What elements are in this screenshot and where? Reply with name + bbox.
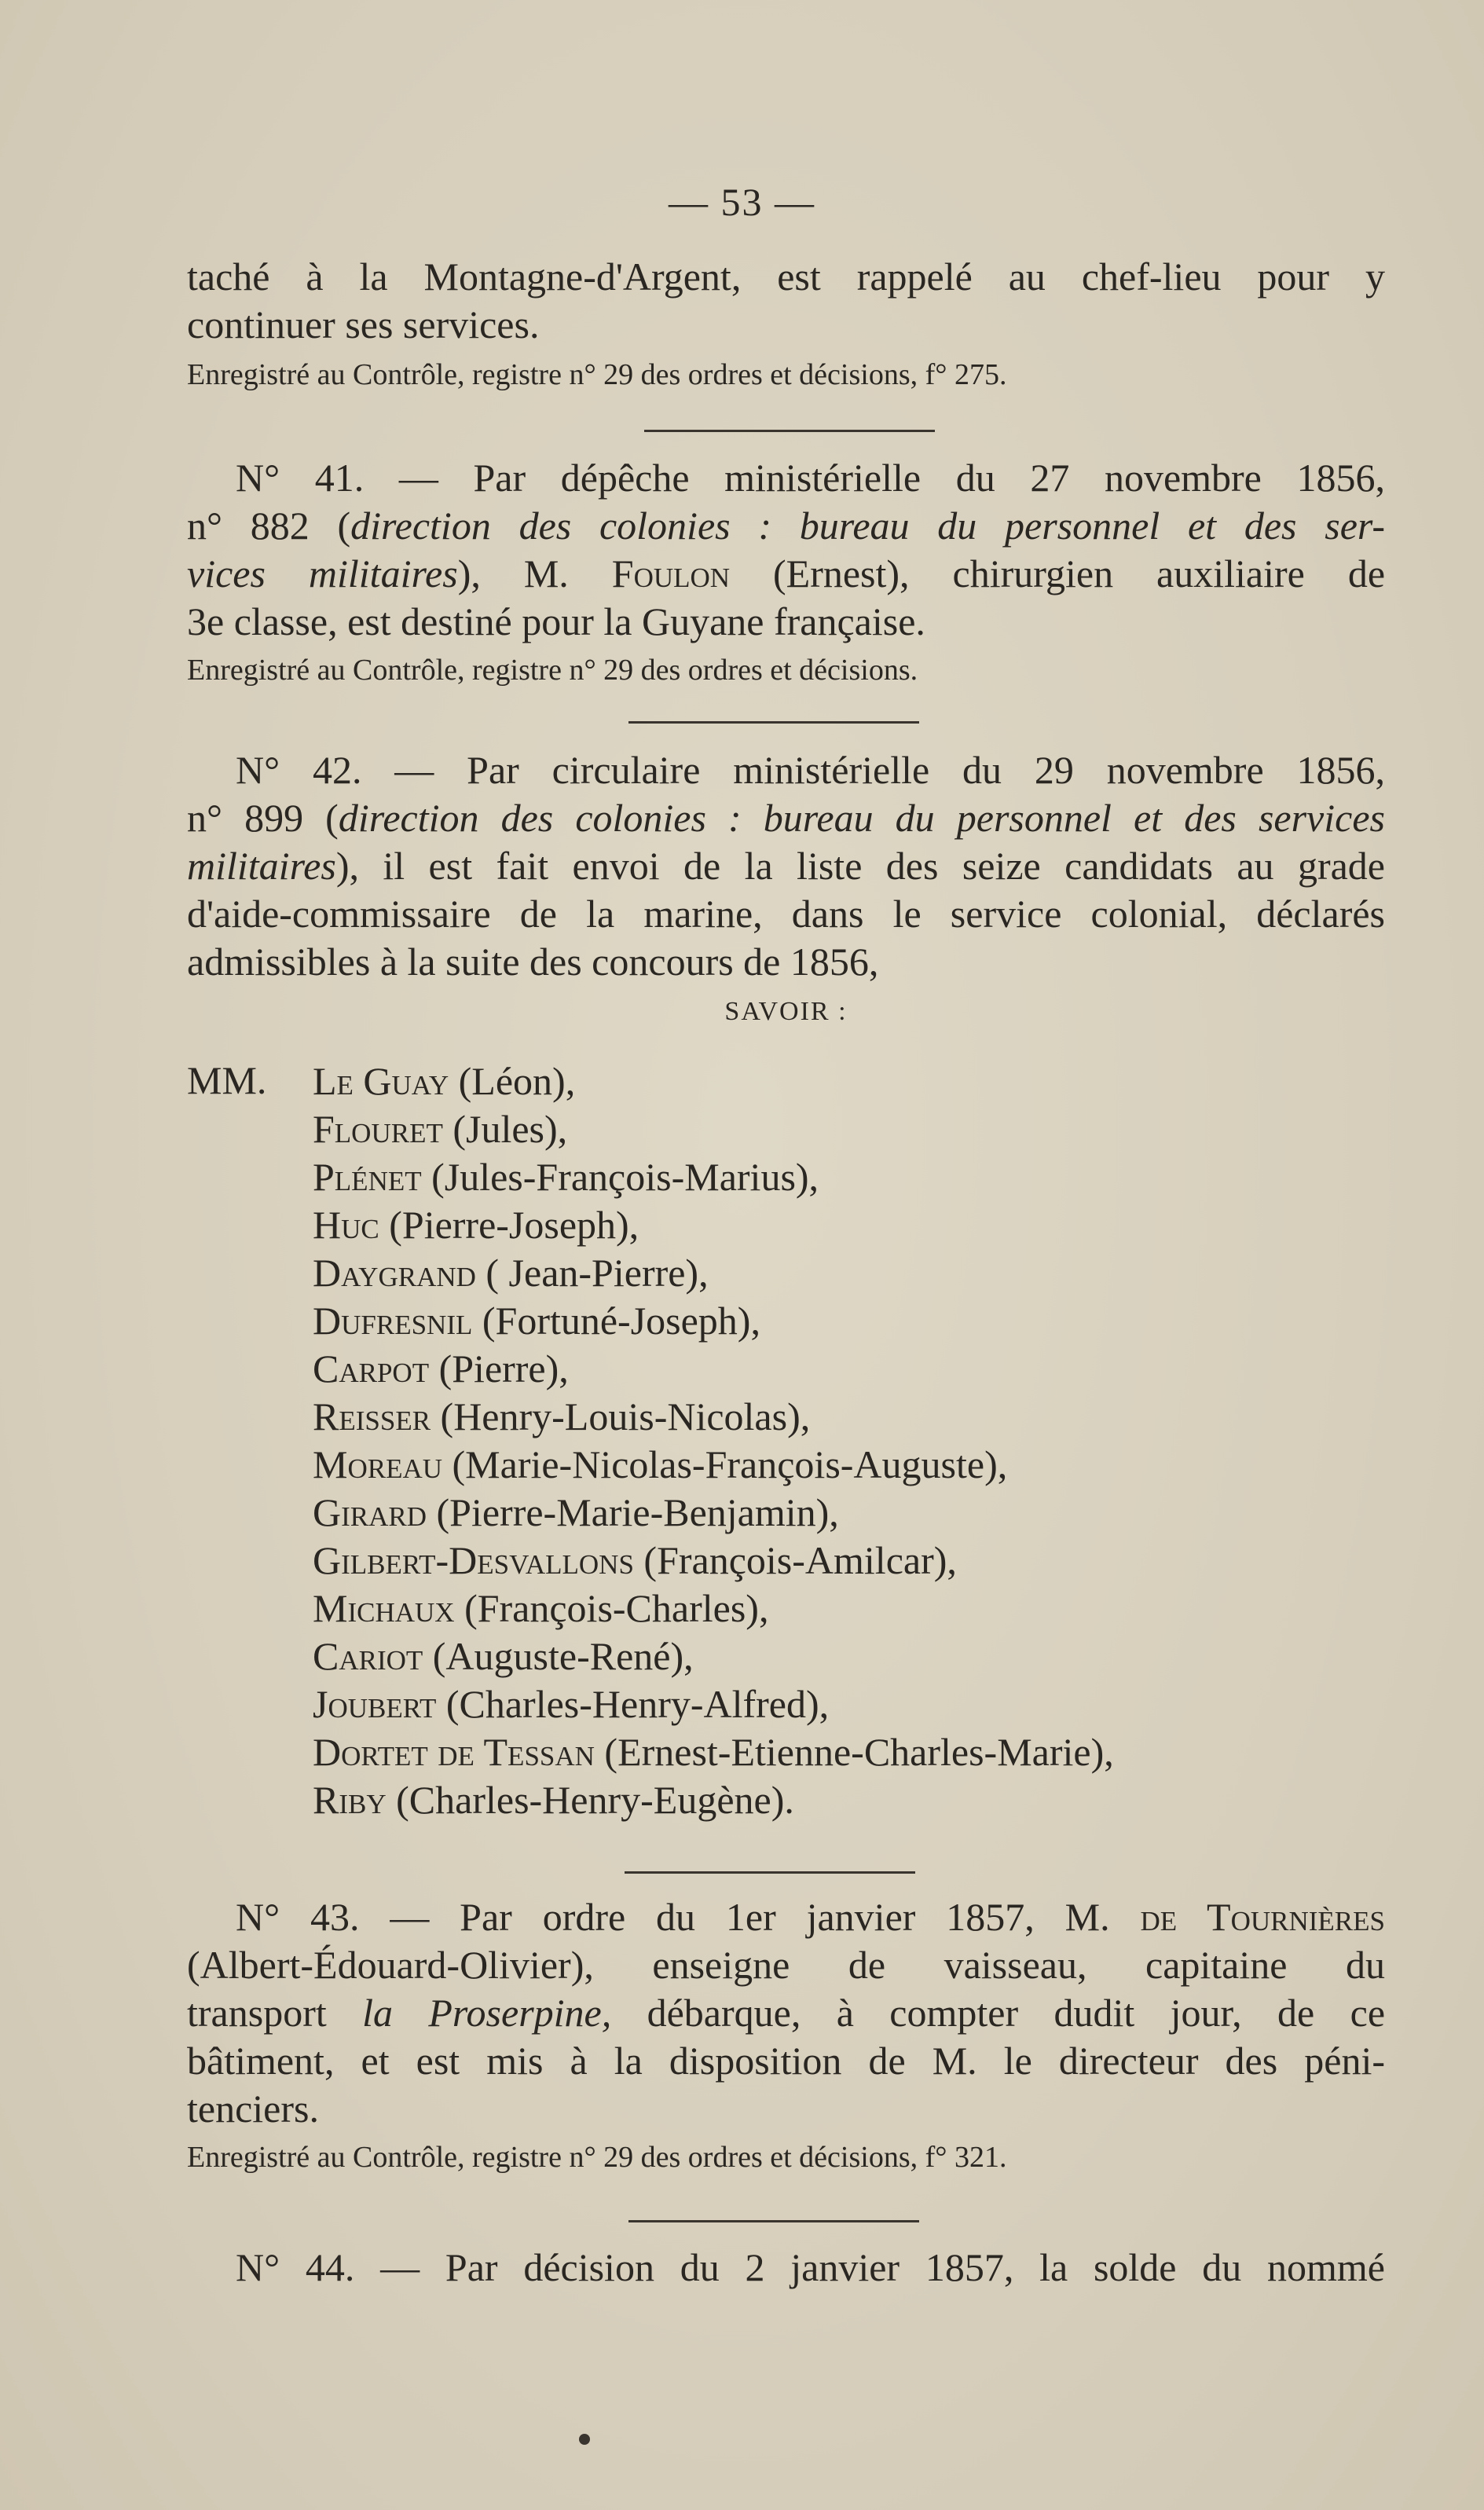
person-given-names: (Charles-Henry-Eugène). [386,1778,794,1822]
name-list-item [313,1297,1114,1345]
person-given-names: (Pierre-Marie-Benjamin), [427,1490,839,1534]
name-list-item [313,1345,1114,1393]
name-list-item [313,1537,1114,1585]
person-given-names: (Ernest-Etienne-Charles-Marie), [594,1730,1114,1774]
person-name: de Tournières [1140,1895,1386,1939]
name-list-item [313,1680,1114,1728]
entry-number: N° 44. [236,2245,355,2289]
person-given-names: (Pierre-Joseph), [379,1203,639,1247]
person-surname: Riby [313,1778,387,1822]
person-surname: Huc [313,1203,379,1247]
person-given-names: ( Jean-Pierre), [475,1251,709,1295]
person-surname: Cariot [313,1634,423,1678]
entry-number: N° 41. [236,456,365,500]
candidate-list [187,1057,1385,1867]
mm-label: MM. [187,1058,267,1102]
registration-note: Enregistré au Contrôle, registre n° 29 des ordres et décisions, f° 321. [187,2141,1007,2174]
separator-rule [628,721,919,724]
name-list-item [313,1776,1114,1824]
person-given-names: (Marie-Nicolas-François-Auguste), [442,1442,1008,1486]
entry-number: N° 43. [236,1895,360,1939]
person-surname: Girard [313,1490,427,1534]
person-surname: Joubert [313,1682,437,1726]
entry-43: N° 43. — Par ordre du 1er janvier 1857, M. de Tournières (Albert-Édouard-Olivier), enseigne de vaisseau, capitaine du transport la Proserpine, débarque, à compter dudit jour, de ce bâtiment, et est mis à la disposition de M. le directeur des péni- tenciers. Enregistré au Contrôle, registre n° 29 des ordres et décisions, f° 321. [187,1893,1385,2177]
person-given-names: (François-Charles), [454,1586,769,1630]
name-list-item [313,1632,1114,1680]
registration-note: Enregistré au Contrôle, registre n° 29 des ordres et décisions, f° 275. [187,358,1007,391]
person-surname: Flouret [313,1107,443,1151]
registration-note: Enregistré au Contrôle, registre n° 29 des ordres et décisions. [187,654,918,687]
person-surname: Le Guay [313,1059,449,1103]
name-list-item [313,1393,1114,1441]
entry-44: N° 44. — Par décision du 2 janvier 1857, la solde du nommé [236,2245,1385,2289]
top-paragraph [187,253,1385,394]
person-surname: Plénet [313,1155,422,1199]
person-given-names: (Auguste-René), [423,1634,694,1678]
name-list-item [313,1441,1114,1489]
person-given-names: (Pierre), [429,1347,569,1391]
name-list-item [313,1728,1114,1776]
person-surname: Moreau [313,1442,443,1486]
name-list-item [313,1057,1114,1105]
name-list-item [313,1201,1114,1249]
person-given-names: (Jules), [442,1107,568,1151]
entry-number: N° 42. [236,748,362,792]
name-list-item [313,1249,1114,1297]
separator-rule [644,430,935,432]
entry-41: N° 41. — Par dépêche ministérielle du 27 novembre 1856, n° 882 (direction des colonies : bureau du personnel et des ser- vices militaires), M. Foulon (Ernest), chirurgien auxiliaire de 3e classe, est destiné pour la Guyane française. Enregistré au Contrôle, registre n° 29 des ordres et décisions. [187,454,1385,690]
savoir-heading: SAVOIR : [724,997,848,1026]
person-given-names: (Léon), [449,1059,576,1103]
text-line: continuer ses services. [187,302,540,346]
person-surname: Michaux [313,1586,455,1630]
person-surname: Dufresnil [313,1299,473,1343]
name-list [313,1057,1114,1824]
text-line: bâtiment, et est mis à la disposition de M. le directeur des péni- [187,2039,1385,2083]
person-given-names: (Henry-Louis-Nicolas), [431,1394,811,1438]
person-surname: Carpot [313,1347,430,1391]
person-given-names: (Charles-Henry-Alfred), [436,1682,830,1726]
name-list-item [313,1105,1114,1153]
separator-rule [625,1871,915,1874]
person-name: Foulon [611,551,731,595]
name-list-item [313,1489,1114,1537]
text-line: (Albert-Édouard-Olivier), enseigne de vaisseau, capitaine du [187,1943,1385,1987]
entry-42: N° 42. — Par circulaire ministérielle du 29 novembre 1856, n° 899 (direction des colonies : bureau du personnel et des services militaires), il est fait envoi de la liste des seize candidats au grade d'aide-commissaire de la marine, dans le service colonial, déclarés admissibles à la suite des concours de 1856, SAVOIR : [187,748,1385,1026]
separator-rule [628,2220,919,2222]
name-list-item [313,1585,1114,1632]
text-line: d'aide-commissaire de la marine, dans le service colonial, déclarés [187,892,1385,936]
person-surname: Gilbert-Desvallons [313,1538,634,1582]
page-number: — 53 — [669,180,815,224]
text-line: taché à la Montagne-d'Argent, est rappelé au chef-lieu pour y [187,255,1385,299]
person-given-names: (François-Amilcar), [633,1538,957,1582]
person-surname: Daygrand [313,1251,476,1295]
person-given-names: (Fortuné-Joseph), [472,1299,760,1343]
ink-spot [579,2434,590,2445]
person-surname: Dortet de Tessan [313,1730,595,1774]
text-line: admissibles à la suite des concours de 1856, [187,940,879,984]
person-given-names: (Jules-François-Marius), [421,1155,819,1199]
text-line: 3e classe, est destiné pour la Guyane française. [187,599,925,643]
text-line: tenciers. [187,2087,319,2131]
name-list-item [313,1153,1114,1201]
person-surname: Reisser [313,1394,431,1438]
